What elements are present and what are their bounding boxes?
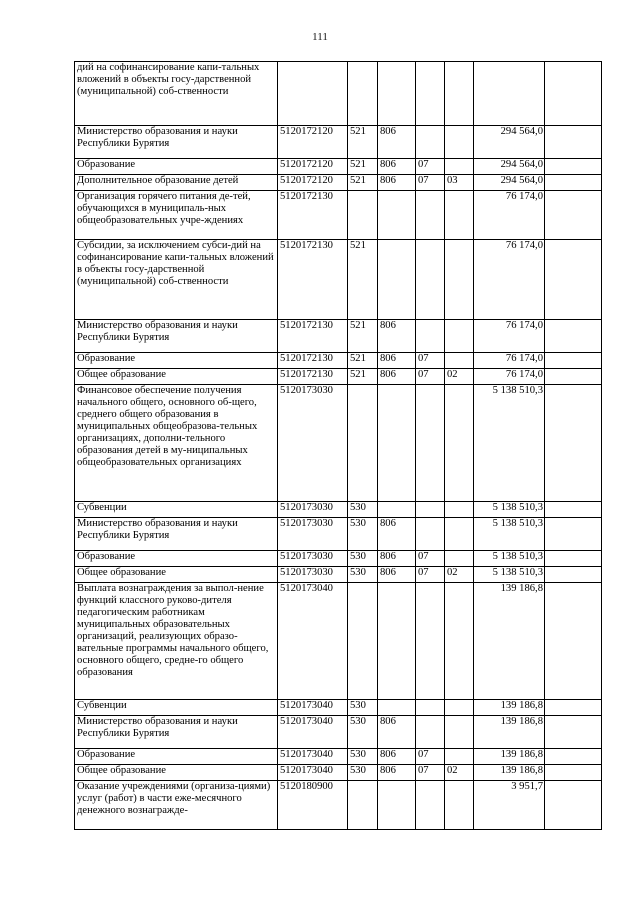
cell-target-article: 5120180900 <box>278 781 348 830</box>
cell-amount: 76 174,0 <box>474 191 545 240</box>
cell-target-article: 5120173030 <box>278 502 348 518</box>
cell-administrator: 806 <box>378 749 416 765</box>
cell-empty <box>545 191 602 240</box>
cell-amount: 76 174,0 <box>474 369 545 385</box>
cell-section: 07 <box>416 765 445 781</box>
cell-administrator: 806 <box>378 126 416 159</box>
cell-target-article: 5120172130 <box>278 353 348 369</box>
table-row <box>75 159 602 175</box>
cell-expense-type: 521 <box>348 126 378 159</box>
cell-amount: 294 564,0 <box>474 159 545 175</box>
cell-name: Общее образование <box>75 567 278 583</box>
table-body <box>75 62 602 830</box>
cell-subsection <box>445 126 474 159</box>
cell-empty <box>545 385 602 502</box>
table-row <box>75 385 602 502</box>
cell-administrator: 806 <box>378 159 416 175</box>
cell-target-article: 5120173030 <box>278 518 348 551</box>
cell-amount: 5 138 510,3 <box>474 551 545 567</box>
table-row <box>75 191 602 240</box>
cell-section <box>416 126 445 159</box>
cell-name: Общее образование <box>75 765 278 781</box>
cell-name: Финансовое обеспечение получения начального общего, основного об-щего, среднего общего образования в муниципальных общеобразова-тельных организациях, дополни-тельного образования детей в му-ниципальных общеобразовательных организациях <box>75 385 278 502</box>
cell-amount: 139 186,8 <box>474 716 545 749</box>
table-row <box>75 716 602 749</box>
cell-target-article: 5120172120 <box>278 159 348 175</box>
cell-empty <box>545 353 602 369</box>
table-row <box>75 781 602 830</box>
table-row <box>75 765 602 781</box>
cell-target-article: 5120173030 <box>278 385 348 502</box>
cell-expense-type: 530 <box>348 716 378 749</box>
cell-section: 07 <box>416 353 445 369</box>
cell-name: Оказание учреждениями (организа-циями) услуг (работ) в части еже-месячного денежного вознагражде- <box>75 781 278 830</box>
cell-empty <box>545 126 602 159</box>
cell-amount: 294 564,0 <box>474 175 545 191</box>
cell-target-article: 5120173030 <box>278 567 348 583</box>
cell-expense-type: 530 <box>348 518 378 551</box>
cell-name: Субвенции <box>75 700 278 716</box>
cell-expense-type: 530 <box>348 765 378 781</box>
cell-empty <box>545 159 602 175</box>
cell-subsection <box>445 749 474 765</box>
cell-target-article: 5120172130 <box>278 240 348 320</box>
cell-name: Министерство образования и науки Республики Бурятия <box>75 320 278 353</box>
cell-administrator <box>378 700 416 716</box>
cell-amount: 76 174,0 <box>474 240 545 320</box>
cell-name: Субвенции <box>75 502 278 518</box>
cell-subsection <box>445 385 474 502</box>
cell-expense-type <box>348 62 378 126</box>
cell-name: дий на софинансирование капи-тальных вложений в объекты госу-дарственной (муниципальной) соб-ственности <box>75 62 278 126</box>
cell-amount: 5 138 510,3 <box>474 518 545 551</box>
cell-expense-type <box>348 385 378 502</box>
cell-expense-type: 530 <box>348 749 378 765</box>
cell-subsection <box>445 551 474 567</box>
cell-amount: 76 174,0 <box>474 320 545 353</box>
cell-administrator: 806 <box>378 567 416 583</box>
cell-name: Образование <box>75 551 278 567</box>
cell-administrator <box>378 502 416 518</box>
table-row <box>75 175 602 191</box>
cell-section: 07 <box>416 175 445 191</box>
cell-administrator <box>378 583 416 700</box>
cell-section <box>416 320 445 353</box>
cell-section: 07 <box>416 551 445 567</box>
cell-section <box>416 700 445 716</box>
cell-amount: 139 186,8 <box>474 700 545 716</box>
cell-expense-type: 521 <box>348 240 378 320</box>
cell-empty <box>545 765 602 781</box>
cell-subsection: 02 <box>445 765 474 781</box>
cell-section <box>416 716 445 749</box>
cell-empty <box>545 551 602 567</box>
cell-empty <box>545 518 602 551</box>
cell-administrator: 806 <box>378 518 416 551</box>
cell-amount <box>474 62 545 126</box>
cell-name: Выплата вознаграждения за выпол-нение функций классного руково-дителя педагогическим работникам муниципальных образовательных организаций, реализующих образо-вательные программы начального общего, основного общего, средне-го общего образования <box>75 583 278 700</box>
cell-subsection: 02 <box>445 567 474 583</box>
cell-section <box>416 583 445 700</box>
cell-subsection <box>445 191 474 240</box>
cell-expense-type <box>348 781 378 830</box>
table-row <box>75 126 602 159</box>
cell-target-article: 5120172130 <box>278 369 348 385</box>
cell-expense-type: 521 <box>348 353 378 369</box>
cell-section: 07 <box>416 159 445 175</box>
cell-section: 07 <box>416 369 445 385</box>
cell-administrator: 806 <box>378 765 416 781</box>
cell-amount: 294 564,0 <box>474 126 545 159</box>
cell-name: Образование <box>75 749 278 765</box>
cell-empty <box>545 320 602 353</box>
cell-target-article <box>278 62 348 126</box>
cell-empty <box>545 781 602 830</box>
cell-expense-type: 530 <box>348 700 378 716</box>
cell-subsection <box>445 518 474 551</box>
cell-empty <box>545 749 602 765</box>
cell-target-article: 5120173040 <box>278 765 348 781</box>
cell-administrator <box>378 191 416 240</box>
cell-target-article: 5120173030 <box>278 551 348 567</box>
cell-name: Министерство образования и науки Республики Бурятия <box>75 518 278 551</box>
cell-administrator <box>378 385 416 502</box>
cell-target-article: 5120172120 <box>278 126 348 159</box>
cell-empty <box>545 716 602 749</box>
table-row <box>75 369 602 385</box>
cell-expense-type <box>348 191 378 240</box>
table-row <box>75 62 602 126</box>
table-row <box>75 700 602 716</box>
cell-empty <box>545 583 602 700</box>
cell-expense-type: 521 <box>348 369 378 385</box>
cell-section <box>416 781 445 830</box>
cell-name: Министерство образования и науки Республики Бурятия <box>75 716 278 749</box>
cell-target-article: 5120173040 <box>278 716 348 749</box>
cell-subsection <box>445 716 474 749</box>
cell-name: Образование <box>75 159 278 175</box>
cell-amount: 5 138 510,3 <box>474 385 545 502</box>
cell-expense-type <box>348 583 378 700</box>
cell-subsection <box>445 62 474 126</box>
cell-amount: 139 186,8 <box>474 583 545 700</box>
cell-subsection <box>445 583 474 700</box>
cell-target-article: 5120173040 <box>278 749 348 765</box>
cell-empty <box>545 567 602 583</box>
cell-section <box>416 518 445 551</box>
cell-administrator: 806 <box>378 551 416 567</box>
cell-expense-type: 530 <box>348 567 378 583</box>
cell-subsection <box>445 700 474 716</box>
table-row <box>75 240 602 320</box>
cell-target-article: 5120172130 <box>278 191 348 240</box>
table-row <box>75 518 602 551</box>
cell-administrator <box>378 62 416 126</box>
cell-administrator: 806 <box>378 353 416 369</box>
cell-subsection <box>445 353 474 369</box>
cell-administrator: 806 <box>378 369 416 385</box>
cell-amount: 5 138 510,3 <box>474 567 545 583</box>
table-row <box>75 502 602 518</box>
cell-section <box>416 502 445 518</box>
cell-name: Образование <box>75 353 278 369</box>
cell-subsection: 02 <box>445 369 474 385</box>
cell-expense-type: 521 <box>348 159 378 175</box>
cell-administrator <box>378 240 416 320</box>
cell-subsection <box>445 159 474 175</box>
cell-subsection <box>445 781 474 830</box>
cell-expense-type: 521 <box>348 320 378 353</box>
table-row <box>75 353 602 369</box>
cell-section: 07 <box>416 567 445 583</box>
cell-target-article: 5120172130 <box>278 320 348 353</box>
cell-empty <box>545 62 602 126</box>
cell-amount: 5 138 510,3 <box>474 502 545 518</box>
cell-name: Министерство образования и науки Республики Бурятия <box>75 126 278 159</box>
cell-amount: 139 186,8 <box>474 765 545 781</box>
cell-empty <box>545 502 602 518</box>
cell-empty <box>545 240 602 320</box>
cell-expense-type: 530 <box>348 551 378 567</box>
cell-target-article: 5120173040 <box>278 700 348 716</box>
cell-subsection <box>445 240 474 320</box>
page-number: 111 <box>312 31 328 43</box>
cell-empty <box>545 369 602 385</box>
cell-subsection <box>445 320 474 353</box>
cell-amount: 139 186,8 <box>474 749 545 765</box>
table-row <box>75 551 602 567</box>
cell-name: Общее образование <box>75 369 278 385</box>
table-row <box>75 567 602 583</box>
cell-administrator: 806 <box>378 175 416 191</box>
cell-empty <box>545 700 602 716</box>
table-row <box>75 749 602 765</box>
table-row <box>75 583 602 700</box>
cell-administrator: 806 <box>378 320 416 353</box>
budget-table <box>74 61 602 830</box>
cell-administrator <box>378 781 416 830</box>
cell-target-article: 5120172120 <box>278 175 348 191</box>
cell-expense-type: 530 <box>348 502 378 518</box>
cell-section: 07 <box>416 749 445 765</box>
cell-administrator: 806 <box>378 716 416 749</box>
cell-subsection <box>445 502 474 518</box>
cell-name: Организация горячего питания де-тей, обучающихся в муниципаль-ных общеобразовательных учре-ждениях <box>75 191 278 240</box>
cell-name: Дополнительное образование детей <box>75 175 278 191</box>
cell-amount: 76 174,0 <box>474 353 545 369</box>
cell-section <box>416 191 445 240</box>
cell-section <box>416 240 445 320</box>
cell-expense-type: 521 <box>348 175 378 191</box>
cell-amount: 3 951,7 <box>474 781 545 830</box>
cell-section <box>416 385 445 502</box>
cell-empty <box>545 175 602 191</box>
cell-name: Субсидии, за исключением субси-дий на софинансирование капи-тальных вложений в объекты госу-дарственной (муниципальной) соб-ственности <box>75 240 278 320</box>
cell-section <box>416 62 445 126</box>
cell-subsection: 03 <box>445 175 474 191</box>
cell-target-article: 5120173040 <box>278 583 348 700</box>
table-row <box>75 320 602 353</box>
